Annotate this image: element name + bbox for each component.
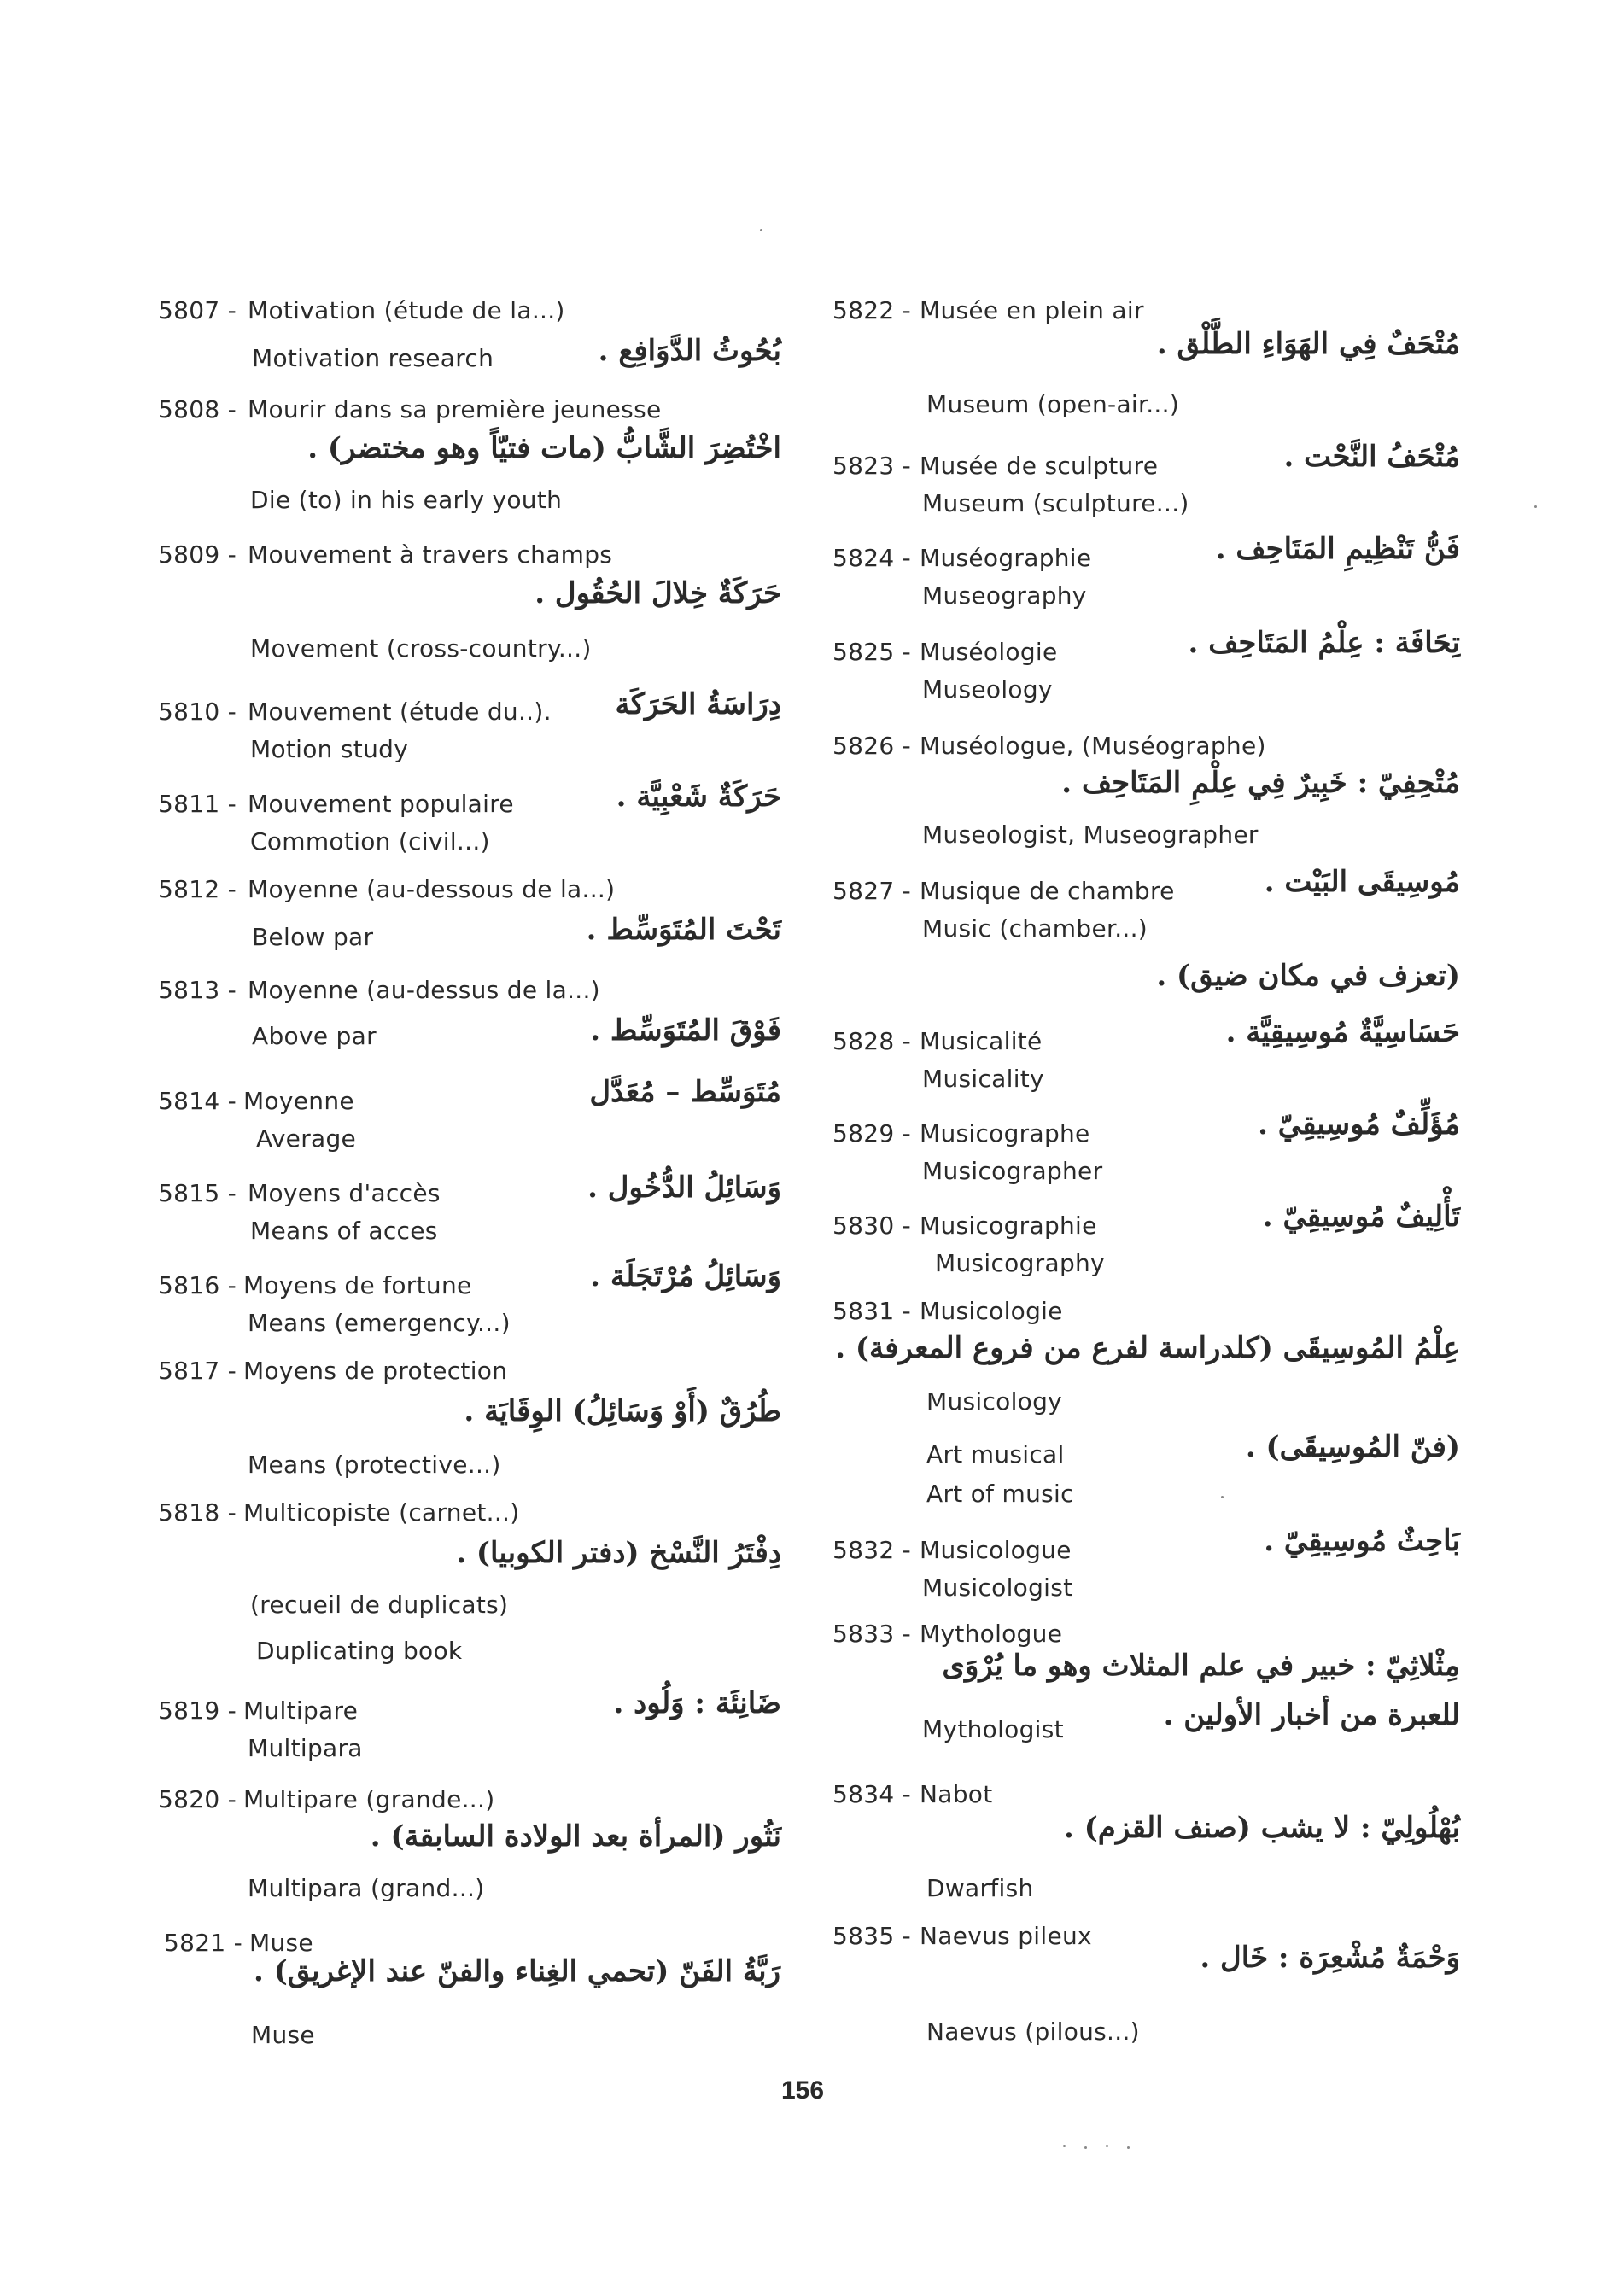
entry-number: 5813 - bbox=[158, 976, 237, 1004]
entry-number: 5824 - bbox=[832, 544, 912, 572]
english-term: Commotion (civil...) bbox=[250, 827, 490, 855]
arabic-term: ضَانِئَة : وَلُود . bbox=[613, 1686, 781, 1720]
french-term: Mourir dans sa première jeunesse bbox=[248, 395, 662, 423]
english-term: Multipara (grand...) bbox=[248, 1874, 485, 1902]
entry-number: 5810 - bbox=[158, 698, 237, 726]
english-term: Average bbox=[256, 1124, 357, 1153]
french-term: Moyens d'accès bbox=[248, 1179, 441, 1207]
arabic-term: اخْتُضِرَ الشَّابُّ (مات فتيّاً وهو مختضر) . bbox=[307, 431, 781, 465]
arabic-term: مِثْلاثِيّ : خبير في علم المثلاث وهو ما يُرْوَى bbox=[942, 1649, 1460, 1683]
french-term: Muséographie bbox=[920, 544, 1092, 572]
scan-speck bbox=[1534, 505, 1537, 508]
arabic-term: مُتْحِفِيّ : خَبِيرٌ فِي عِلْمِ المَتَاحِف . bbox=[1061, 766, 1460, 800]
french-term: Motivation (étude de la...) bbox=[248, 296, 565, 324]
entry-number: 5827 - bbox=[832, 877, 912, 905]
entry-number: 5834 - bbox=[832, 1780, 912, 1808]
arabic-term: بُحُوثُ الدَّوَافِع . bbox=[598, 334, 781, 368]
english-term: Musicographer bbox=[922, 1157, 1103, 1185]
french-term: Musicologue bbox=[920, 1536, 1072, 1564]
arabic-term: حَسَاسِيَّةٌ مُوسِيقِيَّة . bbox=[1225, 1015, 1460, 1049]
scan-speck bbox=[760, 229, 762, 231]
entry-number: 5823 - bbox=[832, 452, 912, 480]
entry-number: 5830 - bbox=[832, 1212, 912, 1240]
english-term: Die (to) in his early youth bbox=[250, 486, 563, 514]
english-term: Muse bbox=[251, 2021, 315, 2049]
french-term: Mythologue bbox=[920, 1620, 1063, 1648]
french-term: Nabot bbox=[920, 1780, 993, 1808]
entry-number: 5833 - bbox=[832, 1620, 912, 1648]
french-term: Musique de chambre bbox=[920, 877, 1175, 905]
entry-number: 5835 - bbox=[832, 1922, 912, 1950]
english-term: Motivation research bbox=[252, 344, 494, 372]
french-term: Muse bbox=[249, 1929, 313, 1957]
arabic-term: تَأْلِيفٌ مُوسِيقِيّ . bbox=[1262, 1200, 1460, 1234]
arabic-term: تِحَافَة : عِلْمُ المَتَاحِف . bbox=[1188, 626, 1460, 660]
french-term: Moyenne (au-dessous de la...) bbox=[248, 875, 616, 903]
entry-number: 5825 - bbox=[832, 638, 912, 666]
english-term: Means of acces bbox=[250, 1217, 438, 1245]
scan-speck bbox=[1127, 2146, 1130, 2149]
french-term: Mouvement populaire bbox=[248, 790, 514, 818]
french-term: Mouvement à travers champs bbox=[248, 540, 613, 569]
arabic-term: دِفْتَرُ النَّسْخ (دفتر الكوبيا) . bbox=[456, 1536, 781, 1570]
scan-speck bbox=[1106, 2145, 1108, 2147]
english-term: Motion study bbox=[250, 735, 409, 763]
arabic-term: حَرَكَةٌ شَعْبِيَّة . bbox=[616, 779, 781, 814]
french-term: Mouvement (étude du..). bbox=[248, 698, 552, 726]
english-term: Museology bbox=[922, 675, 1053, 704]
arabic-term: نَثُور (المرأة بعد الولادة السابقة) . bbox=[370, 1819, 781, 1854]
english-term: Musicality bbox=[922, 1065, 1044, 1093]
arabic-term-2: (فنّ المُوسِيقَى) . bbox=[1245, 1430, 1460, 1464]
french-term: Moyenne bbox=[243, 1087, 354, 1115]
arabic-term: مُوسِيقَى البَيْت . bbox=[1264, 865, 1460, 899]
scan-speck bbox=[1063, 2145, 1066, 2147]
english-term: Mythologist bbox=[922, 1715, 1064, 1743]
page-number: 156 bbox=[781, 2076, 825, 2105]
french-term: Musicographie bbox=[920, 1212, 1097, 1240]
english-term: Museography bbox=[922, 581, 1087, 610]
arabic-term: بَاحِثٌ مُوسِيقِيّ . bbox=[1264, 1524, 1460, 1558]
english-term: Museum (open-air...) bbox=[926, 390, 1180, 418]
arabic-term-2: للعبرة من أخبار الأولين . bbox=[1163, 1698, 1460, 1732]
french-term: Musée de sculpture bbox=[920, 452, 1159, 480]
english-term-2: Art of music bbox=[926, 1480, 1074, 1508]
arabic-term: فَنُّ تَنْظِيمِ المَتَاحِف . bbox=[1215, 532, 1460, 566]
entry-number: 5807 - bbox=[158, 296, 237, 324]
french-term-2: (recueil de duplicats) bbox=[250, 1591, 509, 1619]
english-term: Musicology bbox=[926, 1387, 1063, 1416]
french-term: Musée en plein air bbox=[920, 296, 1144, 324]
arabic-term: وَسَائِلُ الدُّخُول . bbox=[587, 1171, 781, 1205]
english-term: Means (emergency...) bbox=[248, 1309, 511, 1337]
arabic-term: مُتْحَفُ النَّحْت . bbox=[1283, 440, 1460, 474]
arabic-term: وَسَائِلُ مُرْتَجَلَة . bbox=[590, 1259, 781, 1293]
french-term: Multipare (grande...) bbox=[243, 1785, 495, 1813]
english-term: Means (protective...) bbox=[248, 1451, 501, 1479]
entry-number: 5831 - bbox=[832, 1297, 912, 1325]
french-term: Moyens de fortune bbox=[243, 1271, 472, 1299]
arabic-term: دِرَاسَةُ الحَرَكَة bbox=[615, 687, 781, 721]
english-term: Movement (cross-country...) bbox=[250, 634, 592, 663]
entry-number: 5811 - bbox=[158, 790, 237, 818]
english-term: Duplicating book bbox=[256, 1637, 463, 1665]
english-term: Multipara bbox=[248, 1734, 363, 1762]
arabic-term: وَحْمَةٌ مُشْعِرَة : خَال . bbox=[1200, 1941, 1460, 1975]
scan-speck bbox=[1221, 1496, 1224, 1498]
english-term: Music (chamber...) bbox=[922, 914, 1148, 943]
arabic-term: فَوْقَ المُتَوَسِّط . bbox=[590, 1013, 781, 1048]
english-term: Musicography bbox=[935, 1249, 1105, 1277]
entry-number: 5822 - bbox=[832, 296, 912, 324]
french-term: Naevus pileux bbox=[920, 1922, 1092, 1950]
french-term: Multipare bbox=[243, 1696, 359, 1725]
english-term: Naevus (pilous...) bbox=[926, 2017, 1140, 2046]
french-term: Musicographe bbox=[920, 1119, 1090, 1147]
arabic-term: تَحْتَ المُتَوَسِّط . bbox=[586, 913, 781, 947]
arabic-note: (تعزف في مكان ضيق) . bbox=[1156, 959, 1460, 993]
scan-speck bbox=[1084, 2146, 1087, 2149]
entry-number: 5829 - bbox=[832, 1119, 912, 1147]
english-term: Museologist, Museographer bbox=[922, 820, 1259, 849]
arabic-term: بُهْلُولِيّ : لا يشب (صنف القزم) . bbox=[1064, 1811, 1460, 1845]
english-term: Below par bbox=[252, 923, 374, 951]
entry-number: 5818 - bbox=[158, 1498, 237, 1527]
english-term: Above par bbox=[252, 1022, 377, 1050]
arabic-term: مُتْحَفٌ فِي الهَوَاءِ الطَّلْق . bbox=[1156, 327, 1460, 361]
entry-number: 5817 - bbox=[158, 1357, 237, 1385]
english-term: Dwarfish bbox=[926, 1874, 1034, 1902]
arabic-term: عِلْمُ المُوسِيقَى (كلدراسة لفرع من فروع المعرفة) . bbox=[835, 1331, 1460, 1365]
arabic-term: مُؤَلِّفٌ مُوسِيقِيّ . bbox=[1258, 1107, 1460, 1142]
arabic-term: طُرُقٌ (أَوْ وَسَائِلُ) الوِقَايَة . bbox=[464, 1394, 781, 1428]
french-term: Musicologie bbox=[920, 1297, 1063, 1325]
entry-number: 5815 - bbox=[158, 1179, 237, 1207]
entry-number: 5816 - bbox=[158, 1271, 237, 1299]
french-term: Muséologue, (Muséographe) bbox=[920, 732, 1266, 760]
entry-number: 5814 - bbox=[158, 1087, 237, 1115]
entry-number: 5809 - bbox=[158, 540, 237, 569]
entry-number: 5808 - bbox=[158, 395, 237, 423]
french-term: Moyens de protection bbox=[243, 1357, 508, 1385]
arabic-term: رَبَّةُ الفَنّ (تحمي الغِناء والفنّ عند الإغريق) . bbox=[254, 1954, 780, 1988]
entry-number: 5832 - bbox=[832, 1536, 912, 1564]
entry-number: 5819 - bbox=[158, 1696, 237, 1725]
entry-number: 5820 - bbox=[158, 1785, 237, 1813]
entry-number: 5828 - bbox=[832, 1027, 912, 1055]
arabic-term: مُتَوَسِّط – مُعَدَّل bbox=[589, 1075, 781, 1109]
entry-number: 5812 - bbox=[158, 875, 237, 903]
french-term: Musicalité bbox=[920, 1027, 1043, 1055]
entry-number: 5821 - bbox=[164, 1929, 243, 1957]
french-term: Moyenne (au-dessus de la...) bbox=[248, 976, 600, 1004]
arabic-term: حَرَكَةٌ خِلالَ الحُقُول . bbox=[535, 576, 781, 610]
french-term: Multicopiste (carnet...) bbox=[243, 1498, 520, 1527]
english-term: Museum (sculpture...) bbox=[922, 489, 1189, 517]
entry-number: 5826 - bbox=[832, 732, 912, 760]
english-term: Musicologist bbox=[922, 1574, 1073, 1602]
french-term-2: Art musical bbox=[926, 1440, 1065, 1468]
french-term: Muséologie bbox=[920, 638, 1058, 666]
